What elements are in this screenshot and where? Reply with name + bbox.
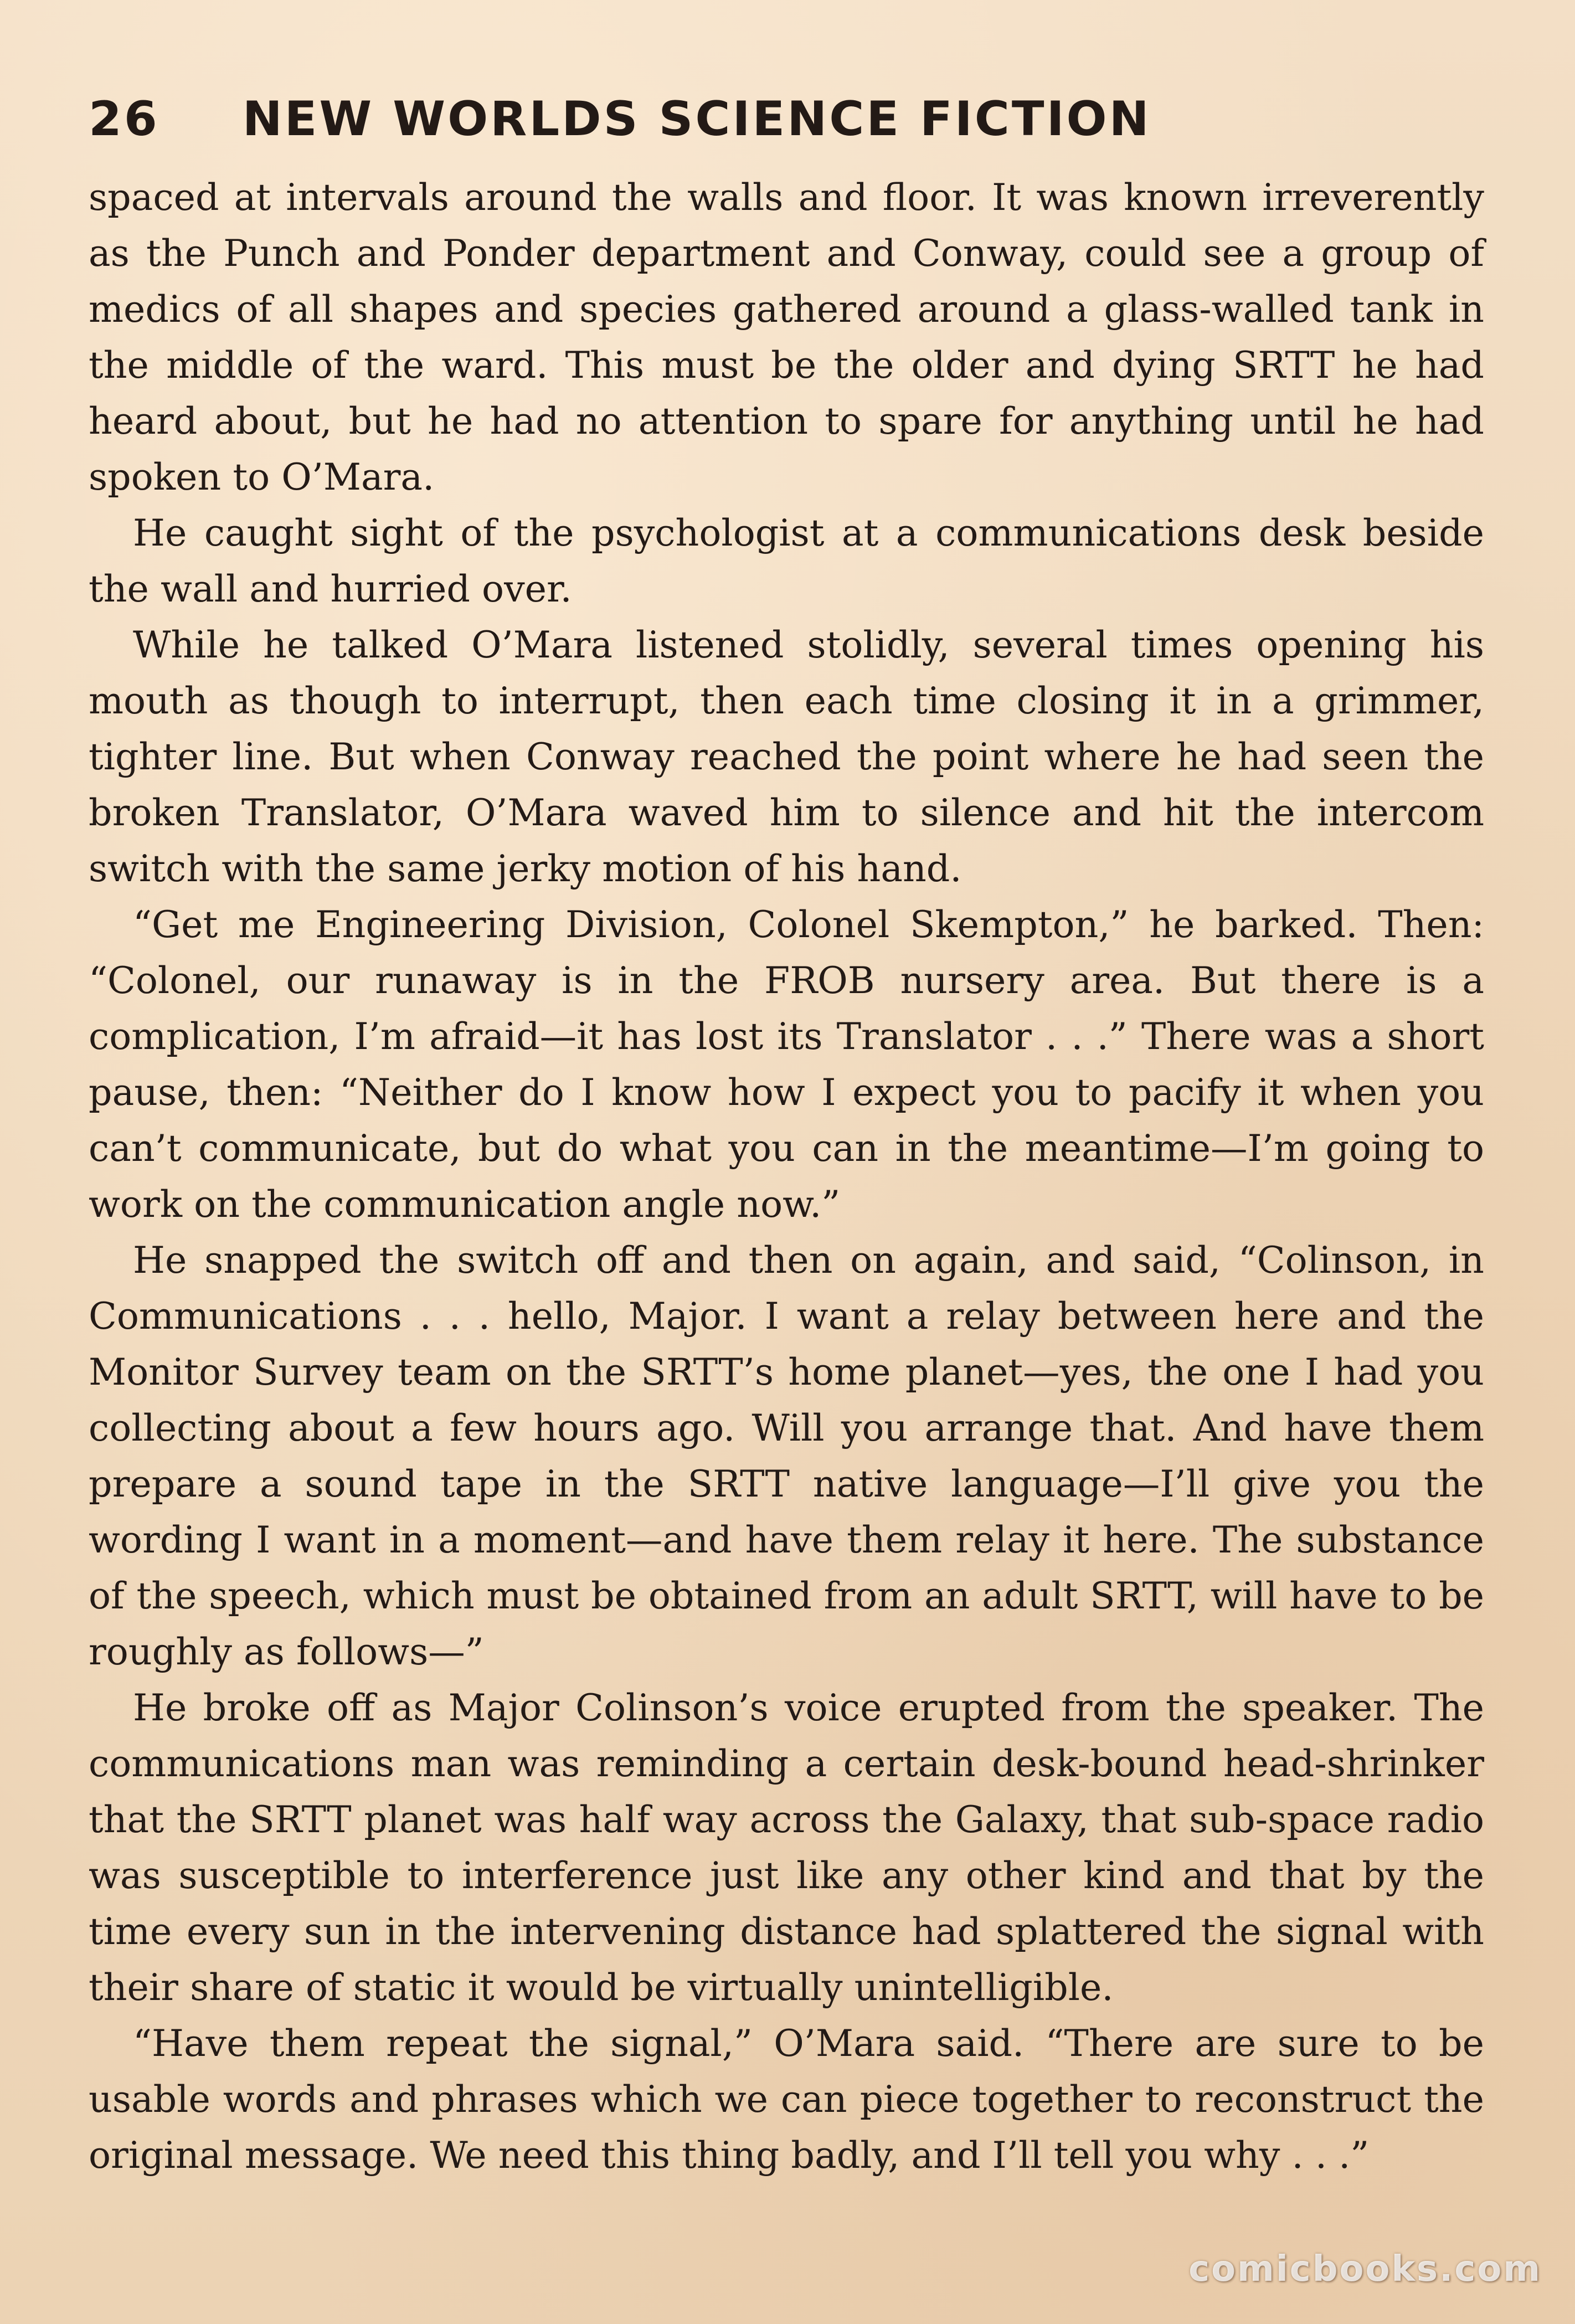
magazine-title: NEW WORLDS SCIENCE FICTION — [242, 91, 1151, 147]
paragraph-2: He caught sight of the psychologist at a communications desk beside the wall and hurried over. — [89, 511, 1484, 610]
page-number: 26 — [89, 91, 159, 147]
paragraph-7: “Have them repeat the signal,” O’Mara said. “There are sure to be usable words and phrases which we can piece together to reconstruct the original message. We need this thing badly, and I’ll tell you why . . .” — [89, 2022, 1484, 2177]
story-body — [89, 169, 1484, 2183]
paragraph-1: spaced at intervals around the walls and floor. It was known irreverently as the Punch and Ponder department and Conway, could see a group of medics of all shapes and species gathered around a glass-walled tank in the middle of the ward. This must be the older and dying SRTT he had heard about, but he had no attention to spare for anything until he had spoken to O’Mara. — [89, 176, 1484, 498]
running-head — [89, 89, 1495, 150]
paragraph-4: “Get me Engineering Division, Colonel Skempton,” he barked. Then: “Colonel, our runaway is in the FROB nursery area. But there is a complication, I’m afraid—it has lost its Translator . . .” There was a short pause, then: “Neither do I know how I expect you to pacify it when you can’t communicate, but do what you can in the meantime—I’m going to work on the communication angle now.” — [89, 903, 1484, 1226]
paragraph-6: He broke off as Major Colinson’s voice erupted from the speaker. The communications man was reminding a certain desk-bound head-shrinker that the SRTT planet was half way across the Galaxy, that sub-space radio was susceptible to interference just like any other kind and that by the time every sun in the intervening distance had splattered the signal with their share of static it would be virtually unintelligible. — [89, 1686, 1484, 2009]
paragraph-5: He snapped the switch off and then on again, and said, “Colinson, in Communications . . . hello, Major. I want a relay between here and the Monitor Survey team on the SRTT’s home planet—yes, the one I had you collecting about a few hours ago. Will you arrange that. And have them prepare a sound tape in the SRTT native language—I’ll give you the wording I want in a moment—and have them relay it here. The substance of the speech, which must be obtained from an adult SRTT, will have to be roughly as follows—” — [89, 1238, 1484, 1673]
site-watermark: comicbooks.com — [1188, 2249, 1542, 2290]
paragraph-3: While he talked O’Mara listened stolidly, several times opening his mouth as though to interrupt, then each time closing it in a grimmer, tighter line. But when Conway reached the point where he had seen the broken Translator, O’Mara waved him to silence and hit the intercom switch with the same jerky motion of his hand. — [89, 623, 1484, 890]
